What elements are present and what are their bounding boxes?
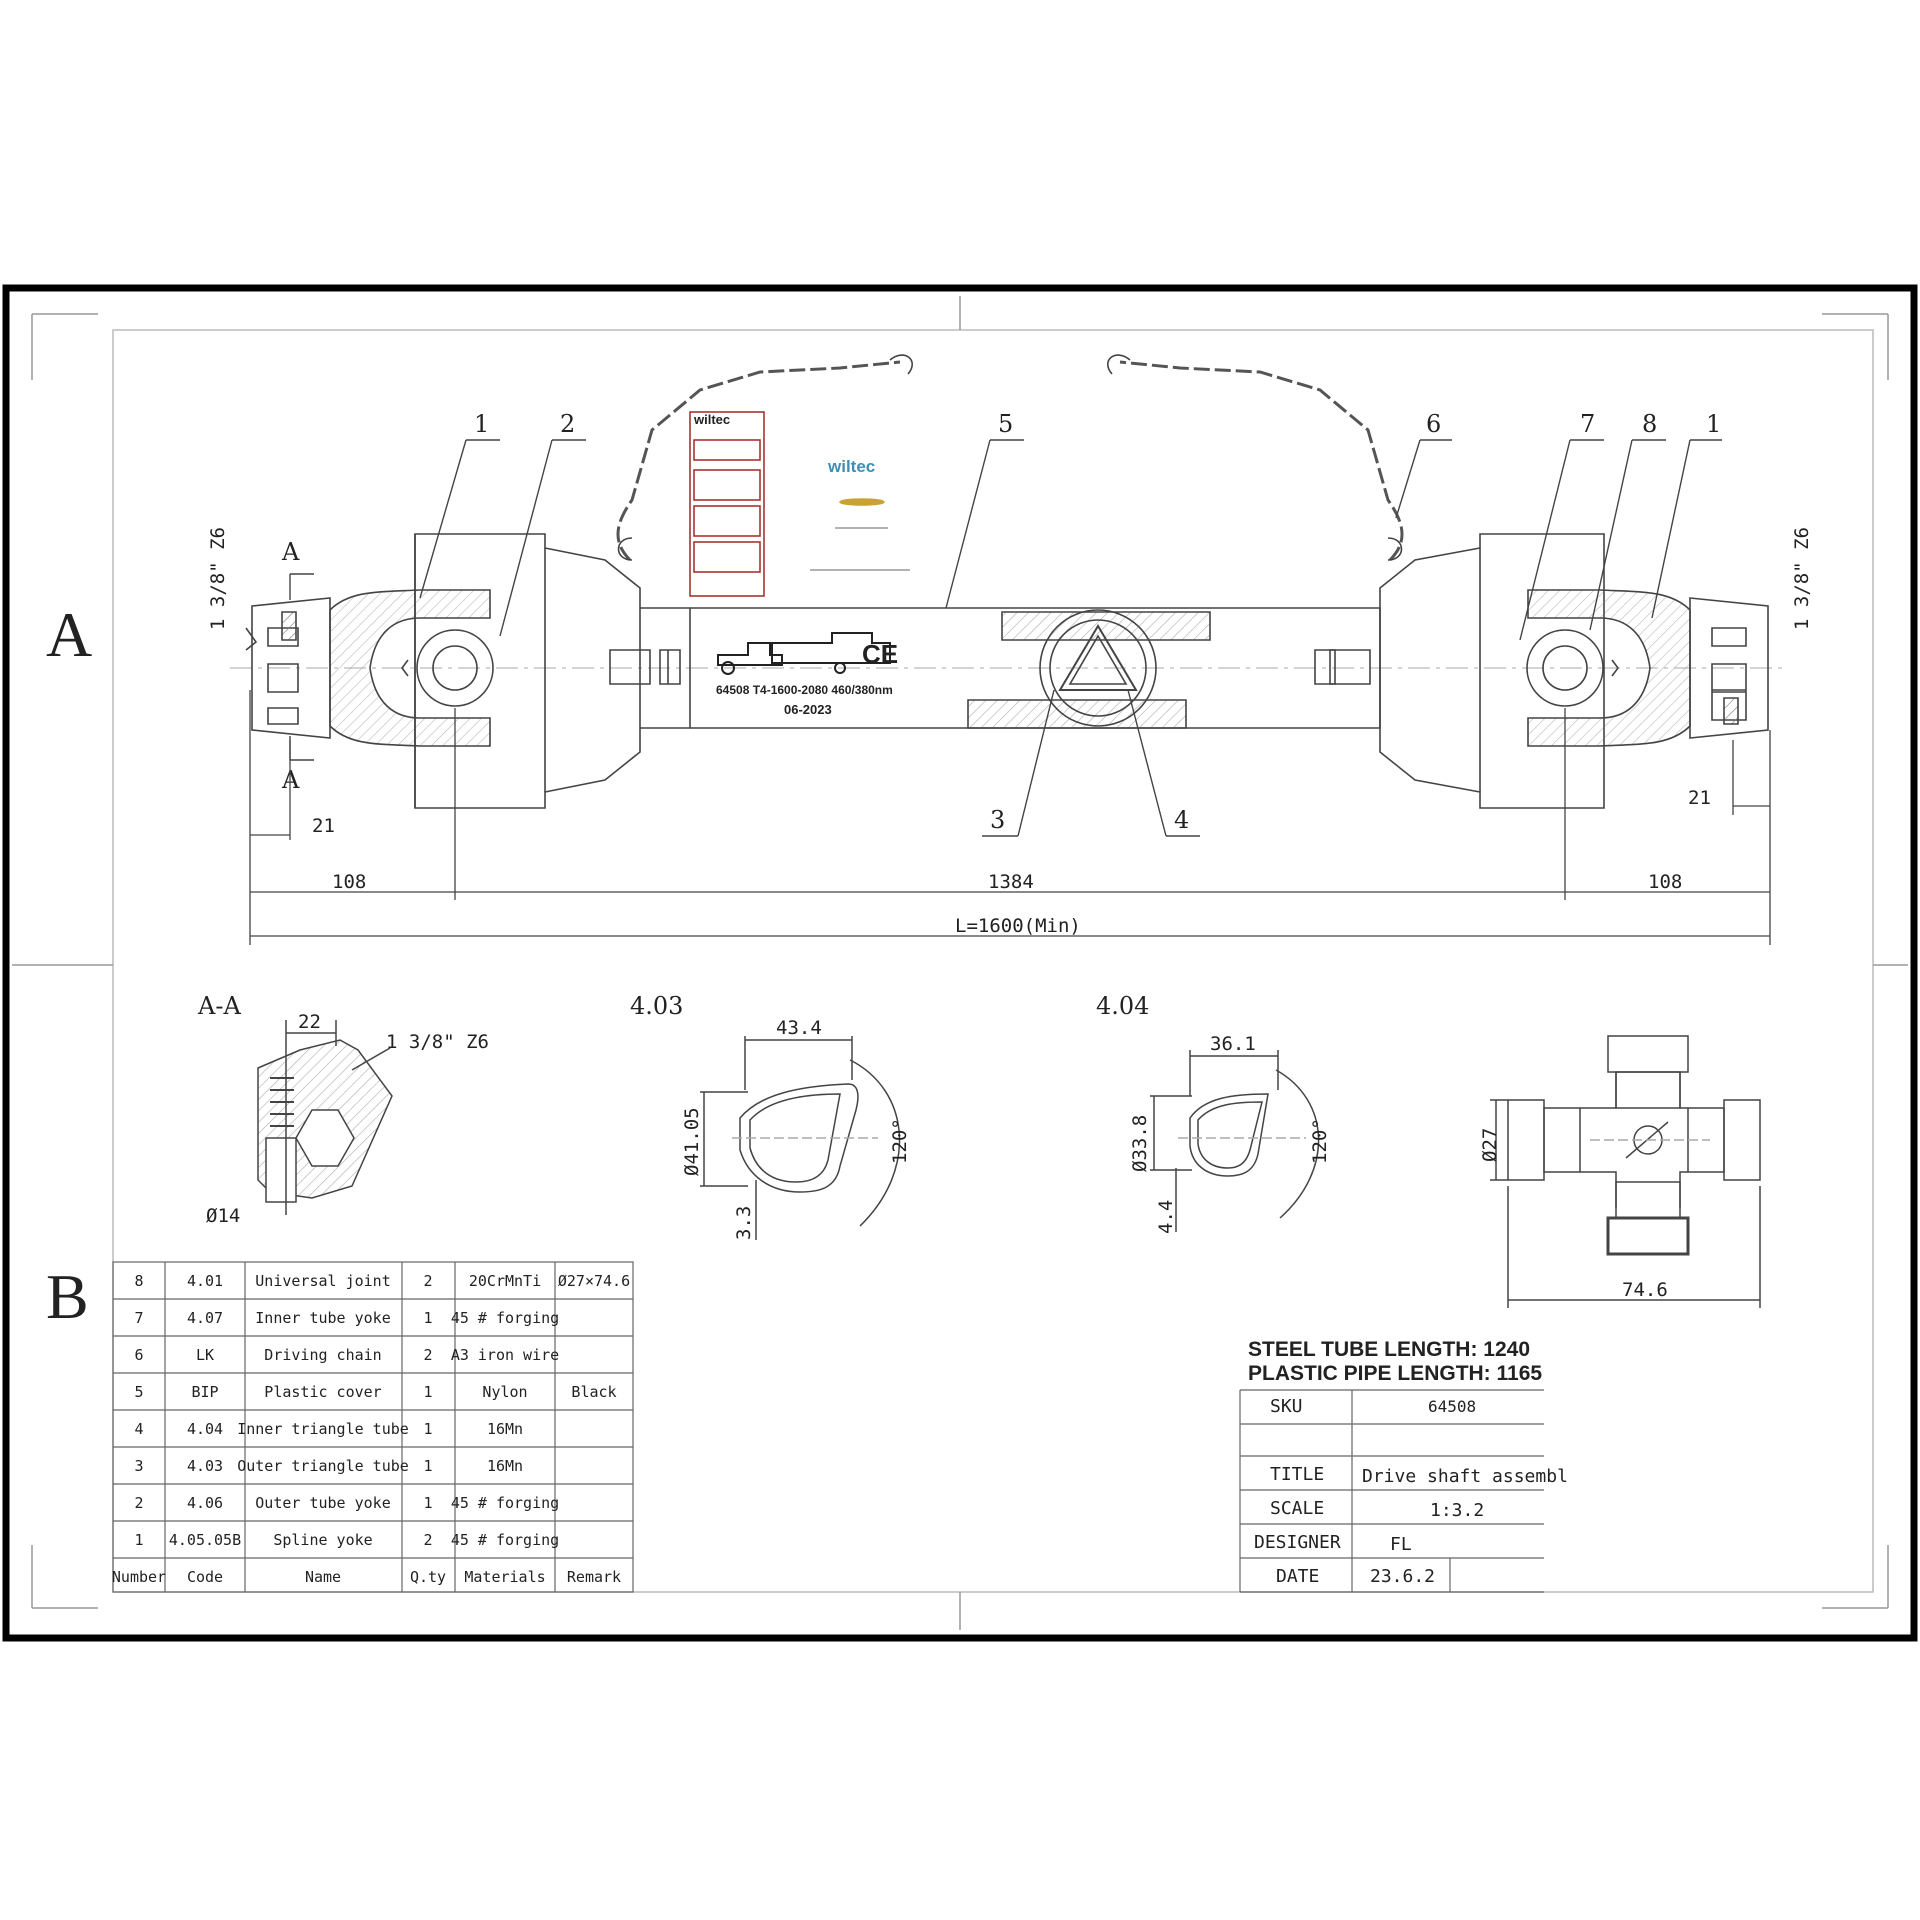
ce-mark: CE <box>862 639 899 669</box>
outer-triangle-tube-cut <box>968 612 1210 728</box>
bom-cell-code: 4.06 <box>186 1494 224 1512</box>
section-403-width: 43.4 <box>776 1017 822 1039</box>
bom-cell-number: 2 <box>134 1494 144 1512</box>
tube-marking-line1: 64508 T4-1600-2080 460/380nm <box>716 683 893 697</box>
section-403-dia: Ø41.05 <box>681 1107 703 1176</box>
bom-cell-code: 4.03 <box>186 1457 224 1475</box>
section-mark-bottom: A <box>282 766 300 794</box>
bom-cell-materials: 16Mn <box>486 1420 524 1438</box>
bom-cell-name: Inner tube yoke <box>255 1309 391 1327</box>
cross-length: 74.6 <box>1622 1279 1668 1301</box>
bom-cell-code: 4.01 <box>186 1272 224 1290</box>
inner-frame <box>113 330 1873 1592</box>
section-403-wall: 3.3 <box>733 1205 755 1240</box>
bom-cell-number: 5 <box>134 1383 144 1401</box>
bom-cell-materials: A3 iron wire <box>450 1346 560 1364</box>
bom-header-code: Code <box>186 1568 224 1586</box>
bom-cell-number: 8 <box>134 1272 144 1290</box>
note-plastic-pipe-length: PLASTIC PIPE LENGTH: 1165 <box>1248 1362 1543 1385</box>
section-404-width: 36.1 <box>1210 1033 1256 1055</box>
bom-cell-qty: 2 <box>423 1531 433 1549</box>
warning-label-brand: wiltec <box>694 412 731 427</box>
dim-1384: 1384 <box>988 871 1034 893</box>
callout-7: 7 <box>1580 410 1596 438</box>
cross-dia: Ø27 <box>1479 1127 1501 1162</box>
bom-cell-materials: 16Mn <box>486 1457 524 1475</box>
bom-cell-remark: Black <box>571 1383 617 1401</box>
bom-cell-qty: 1 <box>423 1309 433 1327</box>
bom-cell-name: Inner triangle tube <box>237 1420 409 1438</box>
section-aa-spline: 1 3/8" Z6 <box>386 1031 489 1053</box>
bom-header-qty: Q.ty <box>409 1568 447 1586</box>
manual-label-brand: wiltec <box>828 457 876 476</box>
section-404-wall: 4.4 <box>1155 1199 1177 1234</box>
bom-cell-name: Spline yoke <box>273 1531 373 1549</box>
title-block-sku-label: SKU <box>1270 1396 1303 1417</box>
bom-cell-materials: Nylon <box>482 1383 528 1401</box>
bom-cell-code: LK <box>195 1346 215 1364</box>
dim-108-left: 108 <box>332 871 367 893</box>
section-403-angle: 120° <box>889 1118 911 1164</box>
bom-cell-materials: 45 # forging <box>450 1531 560 1549</box>
spline-spec-right: 1 3/8" Z6 <box>1791 527 1813 630</box>
bom-cell-number: 6 <box>134 1346 144 1364</box>
left-guard-cone <box>415 534 640 808</box>
bom-cells <box>112 1272 630 1586</box>
section-404-angle: 120° <box>1309 1118 1331 1164</box>
bom-cell-qty: 1 <box>423 1420 433 1438</box>
title-block-title: Drive shaft assembl <box>1362 1466 1568 1487</box>
section-aa-dia-14: Ø14 <box>206 1205 241 1227</box>
section-mark-top: A <box>282 538 300 566</box>
bom-cell-qty: 1 <box>423 1457 433 1475</box>
spline-spec-left: 1 3/8" Z6 <box>207 527 229 630</box>
title-block-date: 23.6.2 <box>1370 1566 1436 1587</box>
title-block-scale-label: SCALE <box>1270 1498 1325 1519</box>
bom-cell-qty: 2 <box>423 1346 433 1364</box>
section-403-view <box>700 1036 900 1240</box>
title-block-designer-label: DESIGNER <box>1254 1532 1341 1553</box>
bom-header-materials: Materials <box>464 1568 546 1586</box>
callout-2: 2 <box>560 410 576 438</box>
bom-cell-remark: Ø27×74.6 <box>557 1272 631 1290</box>
title-block-sku: 64508 <box>1428 1397 1477 1416</box>
right-guard-cone <box>1380 534 1604 808</box>
bom-header-name: Name <box>304 1568 342 1586</box>
title-block-title-label: TITLE <box>1270 1464 1325 1485</box>
bom-cell-code: 4.05.05B <box>168 1531 242 1549</box>
section-aa-dim-22: 22 <box>298 1011 321 1033</box>
callout-1-left: 1 <box>474 410 490 438</box>
bom-cell-materials: 45 # forging <box>450 1309 560 1327</box>
bom-cell-number: 1 <box>134 1531 144 1549</box>
bom-cell-code: BIP <box>191 1383 219 1401</box>
dim-21-left: 21 <box>312 815 335 837</box>
bom-header-number: Number <box>111 1568 167 1586</box>
universal-joint-cross-view <box>1490 1036 1760 1308</box>
bom-cell-number: 7 <box>134 1309 144 1327</box>
title-block-date-label: DATE <box>1276 1566 1320 1587</box>
callout-6: 6 <box>1426 410 1442 438</box>
bom-cell-name: Driving chain <box>264 1346 382 1364</box>
section-aa-title: A-A <box>198 992 241 1020</box>
right-chain <box>1120 362 1402 560</box>
callout-4: 4 <box>1174 806 1190 834</box>
callout-1-right: 1 <box>1706 410 1722 438</box>
bom-cell-name: Outer triangle tube <box>237 1457 409 1475</box>
callout-3: 3 <box>990 806 1006 834</box>
bom-cell-name: Plastic cover <box>264 1383 382 1401</box>
bom-cell-number: 4 <box>134 1420 144 1438</box>
bom-cell-materials: 45 # forging <box>450 1494 560 1512</box>
zone-label-b: B <box>46 1261 89 1332</box>
title-block <box>1240 1390 1544 1592</box>
callout-5: 5 <box>998 410 1014 438</box>
title-block-designer: FL <box>1390 1534 1412 1555</box>
dim-108-right: 108 <box>1648 871 1683 893</box>
bom-cell-name: Universal joint <box>255 1272 391 1290</box>
bom-cell-qty: 1 <box>423 1383 433 1401</box>
bom-cell-number: 3 <box>134 1457 144 1475</box>
dim-total-length: L=1600(Min) <box>955 915 1081 937</box>
section-404-dia: Ø33.8 <box>1129 1114 1151 1172</box>
bom-cell-qty: 1 <box>423 1494 433 1512</box>
bom-cell-code: 4.04 <box>186 1420 224 1438</box>
note-steel-tube-length: STEEL TUBE LENGTH: 1240 <box>1248 1338 1531 1361</box>
section-404-title: 4.04 <box>1096 992 1150 1020</box>
section-aa-view <box>258 1020 392 1215</box>
zone-label-a: A <box>46 599 93 670</box>
bom-header-remark: Remark <box>566 1568 622 1586</box>
callout-8: 8 <box>1642 410 1658 438</box>
title-block-scale: 1:3.2 <box>1430 1500 1485 1521</box>
bom-cell-materials: 20CrMnTi <box>468 1272 542 1290</box>
bom-cell-name: Outer tube yoke <box>255 1494 391 1512</box>
section-403-title: 4.03 <box>630 992 684 1020</box>
tube-marking-line2: 06-2023 <box>784 702 832 717</box>
bom-cell-code: 4.07 <box>186 1309 224 1327</box>
bom-cell-qty: 2 <box>423 1272 433 1290</box>
dim-21-right: 21 <box>1688 787 1711 809</box>
